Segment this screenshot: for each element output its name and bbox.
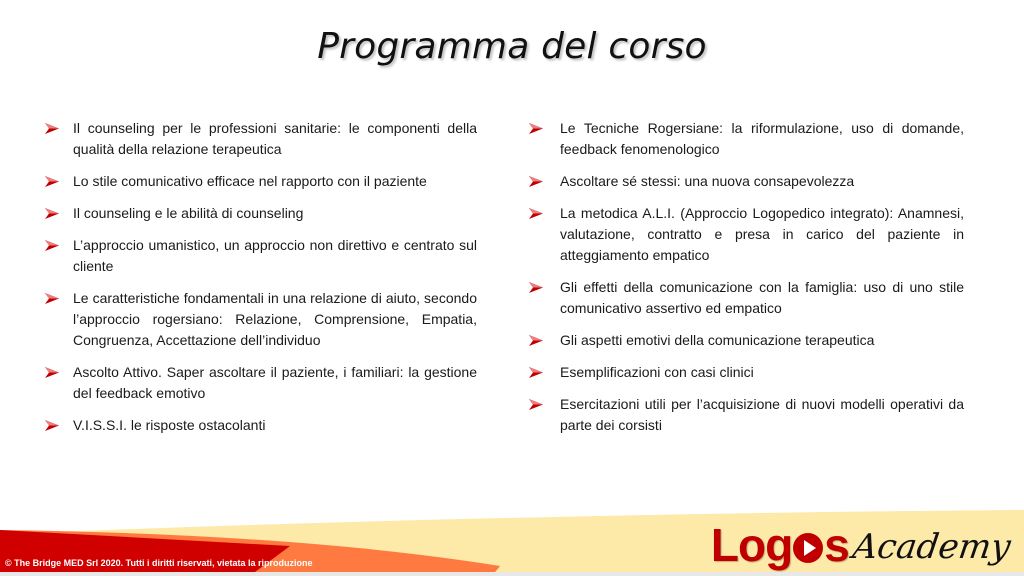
list-item-text: Il counseling e le abilità di counseling [73, 205, 304, 221]
list-item-text: Gli aspetti emotivi della comunicazione terapeutica [560, 332, 875, 348]
list-item-text: La metodica A.L.I. (Approccio Logopedico integrato): Anamnesi, valutazione, contratto e presa in carico del paziente in atteggiamento empatico [560, 205, 964, 263]
logo-text-log: Log [710, 519, 793, 571]
list-item [45, 415, 477, 436]
arrow-bullet-icon [45, 123, 59, 134]
arrow-bullet-icon [529, 282, 543, 293]
arrow-bullet-icon [45, 293, 59, 304]
list-item [45, 171, 477, 192]
list-item-text: Ascolto Attivo. Saper ascoltare il paziente, i familiari: la gestione del feedback emotivo [73, 364, 477, 401]
list-item-text: L’approccio umanistico, un approccio non direttivo e centrato sul cliente [73, 237, 477, 274]
list-item [529, 394, 964, 436]
arrow-bullet-icon [529, 123, 543, 134]
list-item-text: V.I.S.S.I. le risposte ostacolanti [73, 417, 266, 433]
list-item [529, 330, 964, 351]
logos-academy-logo [710, 510, 1013, 571]
arrow-bullet-icon [45, 240, 59, 251]
list-item [529, 362, 964, 383]
list-item [45, 235, 477, 277]
logo-wordmark-logos [711, 520, 849, 570]
list-item-text: Gli effetti della comunicazione con la famiglia: uso di uno stile comunicativo assertivo ed empatico [560, 279, 964, 316]
logo-text-s: s [824, 519, 849, 571]
copyright-notice: © The Bridge MED Srl 2020. Tutti i diritti riservati, vietata la riproduzione [5, 558, 313, 568]
list-item [45, 362, 477, 404]
logo-wordmark-academy: Academy [849, 527, 1013, 567]
list-item [45, 288, 477, 351]
arrow-bullet-icon [529, 367, 543, 378]
play-circle-icon [793, 533, 823, 563]
list-item [45, 118, 477, 160]
arrow-bullet-icon [45, 208, 59, 219]
list-item [529, 171, 964, 192]
list-item-text: Ascoltare sé stessi: una nuova consapevolezza [560, 173, 855, 189]
arrow-bullet-icon [45, 176, 59, 187]
arrow-bullet-icon [529, 399, 543, 410]
list-item-text: Il counseling per le professioni sanitarie: le componenti della qualità della relazione terapeutica [73, 120, 477, 157]
arrow-bullet-icon [45, 367, 59, 378]
list-item [529, 118, 964, 160]
list-item [529, 203, 964, 266]
arrow-bullet-icon [529, 335, 543, 346]
arrow-bullet-icon [529, 176, 543, 187]
right-topic-list [529, 118, 964, 447]
list-item-text: Lo stile comunicativo efficace nel rapporto con il paziente [73, 173, 427, 189]
list-item-text: Le Tecniche Rogersiane: la riformulazione, uso di domande, feedback fenomenologico [560, 120, 964, 157]
list-item [45, 203, 477, 224]
list-item [529, 277, 964, 319]
arrow-bullet-icon [529, 208, 543, 219]
list-item-text: Esemplificazioni con casi clinici [560, 364, 754, 380]
arrow-bullet-icon [45, 420, 59, 431]
list-item-text: Esercitazioni utili per l’acquisizione di nuovi modelli operativi da parte dei corsisti [560, 396, 964, 433]
left-topic-list [45, 118, 477, 447]
list-item-text: Le caratteristiche fondamentali in una relazione di aiuto, secondo l’approccio rogersiano: Relazione, Comprensione, Empatia, Congruenza, Accettazione dell’individuo [73, 290, 477, 348]
slide-title: Programma del corso [317, 26, 707, 67]
footer-band [0, 496, 1024, 576]
